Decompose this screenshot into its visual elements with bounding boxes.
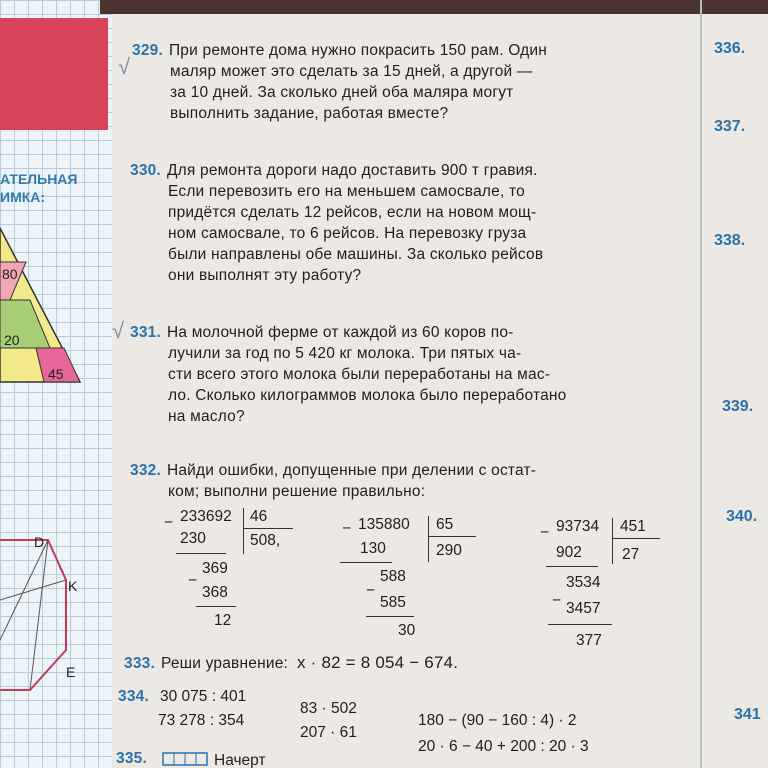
quotient: 290 bbox=[436, 542, 462, 559]
task-line: Для ремонта дороги надо доставить 900 т гравия. bbox=[166, 162, 538, 179]
divisor: 65 bbox=[436, 516, 454, 533]
page-margin-line bbox=[700, 0, 702, 768]
divisor-underline bbox=[428, 536, 476, 537]
task-331 bbox=[130, 322, 567, 427]
dividend: 233692 bbox=[180, 508, 232, 525]
triangle-label-80: 80 bbox=[2, 266, 18, 282]
task-329 bbox=[132, 40, 547, 124]
task-line: ном самосвале, то 6 рейсов. На перевозку груза bbox=[168, 225, 527, 242]
background-edge bbox=[100, 0, 768, 14]
grid-icon bbox=[162, 752, 208, 766]
side-number-341: 341 bbox=[734, 706, 761, 723]
side-number-340: 340. bbox=[726, 508, 758, 525]
expression: 207 · 61 bbox=[300, 724, 357, 741]
task-label: Реши уравнение: bbox=[160, 655, 289, 672]
task-line: придётся сделать 12 рейсов, если на новом мощ- bbox=[168, 204, 537, 221]
expression: 73 278 : 354 bbox=[158, 712, 245, 729]
hexagon-label-d: D bbox=[34, 534, 45, 550]
left-heading-line-1: АТЕЛЬНАЯ bbox=[0, 171, 78, 187]
expression: 30 075 : 401 bbox=[160, 688, 247, 705]
quotient: 27 bbox=[622, 546, 640, 563]
triangle-figure bbox=[0, 0, 112, 768]
division-bar bbox=[428, 516, 429, 562]
side-number-338: 338. bbox=[714, 232, 746, 249]
task-330 bbox=[130, 160, 543, 286]
first-subtrahend: 230 bbox=[180, 530, 206, 547]
division-row: 3457 bbox=[566, 600, 601, 617]
check-mark-icon: √ bbox=[112, 318, 125, 343]
remainder: 30 bbox=[398, 622, 416, 639]
subtraction-line bbox=[546, 566, 598, 567]
minus-sign: − bbox=[540, 524, 550, 541]
division-bar bbox=[243, 508, 244, 554]
task-line: сти всего этого молока были переработаны на мас- bbox=[168, 366, 551, 383]
task-line: ком; выполни решение правильно: bbox=[168, 483, 426, 500]
minus-sign: − bbox=[342, 520, 352, 537]
task-line: за 10 дней. За сколько дней оба маляра могут bbox=[170, 84, 514, 101]
minus-sign: − bbox=[366, 582, 376, 599]
task-334-number bbox=[118, 686, 155, 707]
equation: x · 82 = 8 054 − 674. bbox=[297, 653, 459, 672]
task-line: Найди ошибки, допущенные при делении с остат- bbox=[166, 462, 537, 479]
expression: 20 · 6 − 40 + 200 : 20 · 3 bbox=[418, 738, 589, 755]
hexagon-label-k: K bbox=[68, 578, 78, 594]
subtraction-line bbox=[340, 562, 392, 563]
expression: 180 − (90 − 160 : 4) · 2 bbox=[418, 712, 577, 729]
subtraction-line bbox=[176, 553, 226, 554]
divisor: 46 bbox=[250, 508, 268, 525]
expression: 83 · 502 bbox=[300, 700, 357, 717]
triangle-label-20: 20 bbox=[4, 332, 20, 348]
division-row: 368 bbox=[202, 584, 228, 601]
hexagon-label-e: E bbox=[66, 664, 76, 680]
divisor-underline bbox=[612, 538, 660, 539]
division-row: 369 bbox=[202, 560, 228, 577]
dividend: 135880 bbox=[358, 516, 410, 533]
divisor: 451 bbox=[620, 518, 646, 535]
task-line: они выполнят эту работу? bbox=[168, 267, 362, 284]
division-row: 588 bbox=[380, 568, 406, 585]
side-number-339: 339. bbox=[722, 398, 754, 415]
minus-sign: − bbox=[552, 592, 562, 609]
remainder: 377 bbox=[576, 632, 602, 649]
division-row: 585 bbox=[380, 594, 406, 611]
quotient: 508, bbox=[250, 532, 281, 549]
task-335-number bbox=[116, 748, 153, 768]
task-number: 334. bbox=[118, 688, 149, 705]
divisor-underline bbox=[243, 528, 293, 529]
task-line: выполнить задание, работая вместе? bbox=[170, 105, 449, 122]
task-number: 335. bbox=[116, 750, 147, 767]
task-number: 331. bbox=[130, 324, 161, 341]
subtraction-line bbox=[548, 624, 612, 625]
triangle-label-45: 45 bbox=[48, 366, 64, 382]
task-number: 329. bbox=[132, 42, 163, 59]
task-335-text: Начерт bbox=[214, 752, 266, 768]
minus-sign: − bbox=[164, 514, 174, 531]
task-line: На молочной ферме от каждой из 60 коров по- bbox=[166, 324, 514, 341]
division-bar bbox=[612, 518, 613, 564]
subtraction-line bbox=[196, 606, 236, 607]
minus-sign: − bbox=[188, 572, 198, 589]
check-mark-icon: √ bbox=[118, 54, 131, 79]
task-number: 332. bbox=[130, 462, 161, 479]
task-line: лучили за год по 5 420 кг молока. Три пятых ча- bbox=[168, 345, 522, 362]
task-332 bbox=[130, 460, 536, 502]
task-333 bbox=[124, 652, 458, 674]
remainder: 12 bbox=[214, 612, 232, 629]
task-line: маляр может это сделать за 15 дней, а другой — bbox=[170, 63, 533, 80]
side-number-337: 337. bbox=[714, 118, 746, 135]
left-heading-line-2: ИМКА: bbox=[0, 189, 46, 205]
subtraction-line bbox=[366, 616, 414, 617]
task-line: на масло? bbox=[168, 408, 245, 425]
task-number: 333. bbox=[124, 655, 155, 672]
task-number: 330. bbox=[130, 162, 161, 179]
left-page bbox=[0, 0, 112, 768]
task-line: При ремонте дома нужно покрасить 150 рам. Один bbox=[168, 42, 547, 59]
task-line: были направлены обе машины. За сколько рейсов bbox=[168, 246, 544, 263]
first-subtrahend: 130 bbox=[360, 540, 386, 557]
task-line: ло. Сколько килограммов молока было переработано bbox=[168, 387, 567, 404]
division-row: 3534 bbox=[566, 574, 601, 591]
first-subtrahend: 902 bbox=[556, 544, 582, 561]
dividend: 93734 bbox=[556, 518, 600, 535]
side-number-336: 336. bbox=[714, 40, 746, 57]
task-line: Если перевозить его на меньшем самосвале, то bbox=[168, 183, 525, 200]
